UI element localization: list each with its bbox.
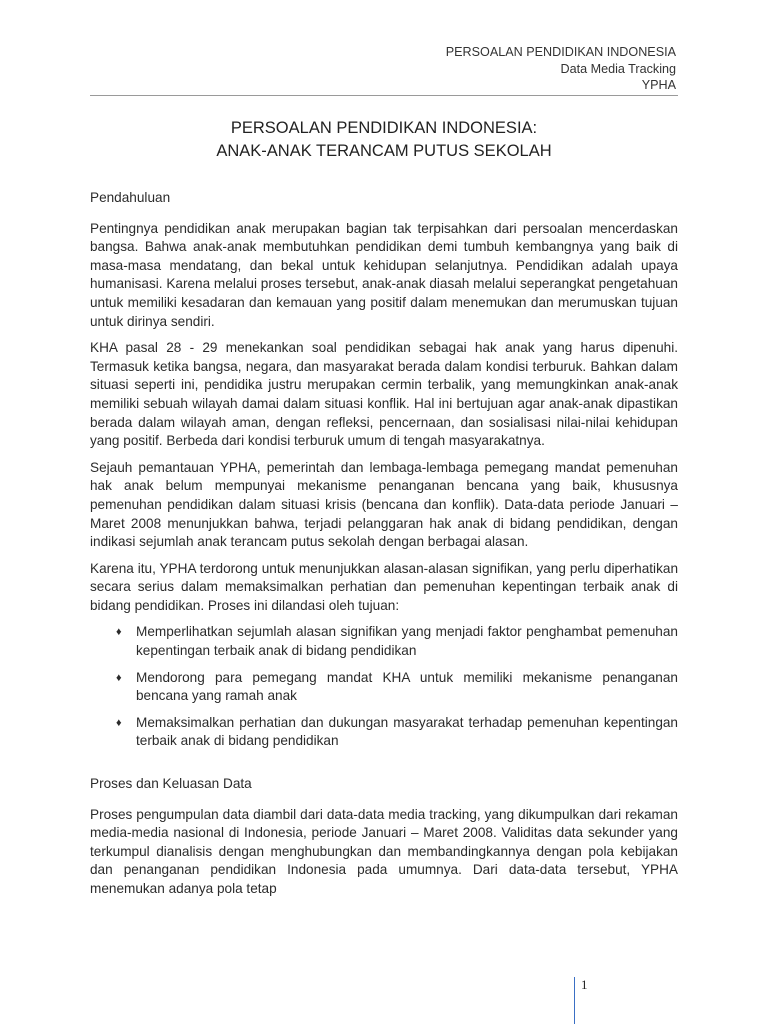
header-document-title: PERSOALAN PENDIDIKAN INDONESIA [445,45,676,59]
list-item [90,623,678,660]
header-organization: YPHA [641,78,676,92]
diamond-bullet-icon: ♦ [116,716,122,729]
list-item-text: Memaksimalkan perhatian dan dukungan masyarakat terhadap pemenuhan kepentingan terbaik anak di bidang pendidikan [136,714,678,749]
paragraph: Karena itu, YPHA terdorong untuk menunjukkan alasan-alasan signifikan, yang perlu diperhatikan secara serius dalam memaksimalkan perhatian dan pemenuhan kepentingan terbaik anak di bidang pendidikan. Proses ini dilandasi oleh tujuan: [90,560,678,613]
title-line-2: ANAK-ANAK TERANCAM PUTUS SEKOLAH [216,142,552,160]
list-item-text: Memperlihatkan sejumlah alasan signifikan yang menjadi faktor penghambat pemenuhan kepentingan terbaik anak di bidang pendidikan [136,624,678,659]
page-number: 1 [574,977,588,1024]
diamond-bullet-icon: ♦ [116,626,122,639]
document-body [90,189,678,907]
page-title [90,117,678,163]
list-item-text: Mendorong para pemegang mandat KHA untuk memiliki mekanisme penanganan bencana yang ramah anak [136,669,678,704]
paragraph: Sejauh pemantauan YPHA, pemerintah dan lembaga-lembaga pemegang mandat pemenuhan hak anak belum mempunyai mekanisme penanganan bencana yang baik, khususnya pemenuhan pendidikan dalam situasi krisis (bencana dan konflik). Data-data periode Januari – Maret 2008 menunjukkan bahwa, terjadi pelanggaran hak anak di bidang pendidikan, dengan indikasi sejumlah anak terancam putus sekolah dengan berbagai alasan. [90,459,678,550]
header-subtitle: Data Media Tracking [560,61,676,76]
section-heading-proses: Proses dan Keluasan Data [90,776,252,792]
section-heading-pendahuluan: Pendahuluan [90,190,171,205]
paragraph: KHA pasal 28 - 29 menekankan soal pendidikan sebagai hak anak yang harus dipenuhi. Termasuk ketika bangsa, negara, dan masyarakat berada dalam kondisi terburuk. Bahkan dalam situasi seperti ini, pendidika justru merupakan cermin terbalik, yang memungkinkan anak-anak memiliki sebuah wilayah damai dalam situasi konflik. Hal ini bertujuan agar anak-anak dipastikan berada dalam wilayah aman, dengan refleksi, pencernaan, dan sosialisasi nilai-nilai kehidupan yang positif. Berbeda dari kondisi terburuk umum di tengah masyarakatnya. [90,340,678,449]
paragraph: Proses pengumpulan data diambil dari data-data media tracking, yang dikumpulkan dari rekaman media-media nasional di Indonesia, periode Januari – Maret 2008. Validitas data sekunder yang terkumpul dianalisis dengan menghubungkan dan membandingkannya dengan pola kebijakan dan penanganan pendidikan Indonesia pada umumnya. Dari data-data tersebut, YPHA menemukan adanya pola tetap [90,806,678,896]
header-divider [90,95,678,96]
running-header [446,44,676,94]
list-item [90,669,678,706]
title-line-1: PERSOALAN PENDIDIKAN INDONESIA: [230,119,538,137]
list-item [90,714,678,751]
diamond-bullet-icon: ♦ [116,671,122,684]
objectives-list [90,623,678,751]
paragraph: Pentingnya pendidikan anak merupakan bagian tak terpisahkan dari persoalan mencerdaskan bangsa. Bahwa anak-anak membutuhkan pendidikan demi tumbuh kembangnya yang baik di masa-masa mendatang, dan bekal untuk kehidupan selanjutnya. Pendidikan adalah upaya humanisasi. Karena melalui proses tersebut, anak-anak diasah melalui seperangkat pengetahuan untuk memiliki kesadaran dan kemauan yang positif dalam menemukan dan merumuskan tujuan untuk dirinya sendiri. [90,220,678,329]
